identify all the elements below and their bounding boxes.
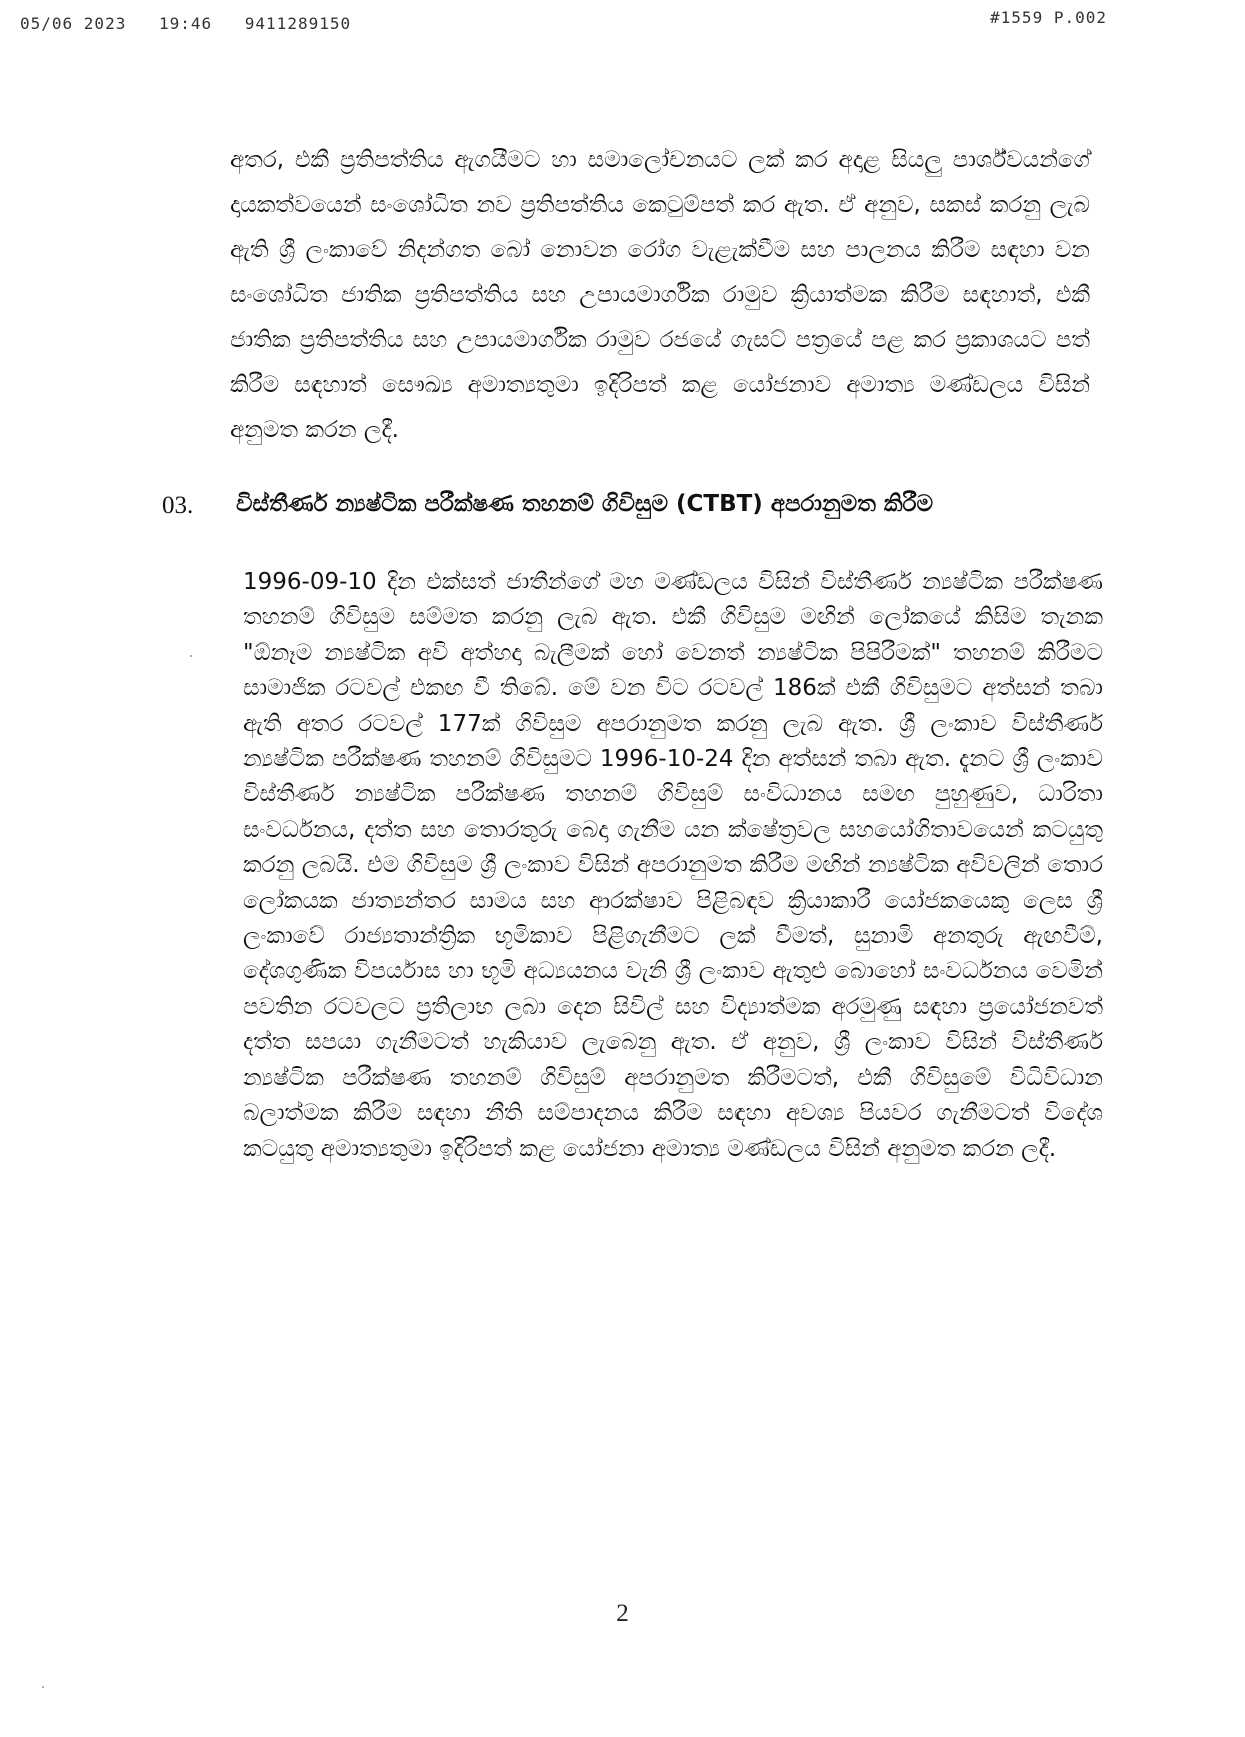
fax-transmission-info xyxy=(20,14,373,33)
fax-time: 19:46 xyxy=(158,14,213,33)
fax-number: 9411289150 xyxy=(244,14,352,33)
fax-header xyxy=(20,8,1225,34)
section-number: 03. xyxy=(162,492,194,519)
scan-speck xyxy=(190,655,192,657)
fax-date: 05/06 2023 xyxy=(20,14,127,33)
page-number: 2 xyxy=(616,1600,629,1627)
fax-page-reference: #1559 P.002 xyxy=(990,8,1107,27)
scan-speck xyxy=(42,1686,44,1688)
section-heading: විස්තීර්ණ න්‍යෂ්ටික පරීක්ෂණ තහනම් ගිවිසුම (CTBT) අපරානුමත කිරීම xyxy=(236,491,934,517)
section-body-paragraph: 1996-09-10 දින එක්සත් ජාතීන්ගේ මහ මණ්ඩලය විසින් විස්තීර්ණ න්‍යෂ්ටික පරීක්ෂණ තහනම් ගිවිසුම සම්මත කරනු ලැබ ඇත. එකී ගිවිසුම මඟින් ලෝකයේ කිසිම තැනක "ඕනෑම න්‍යෂ්ටික අවි අත්හදා බැලීමක් හෝ වෙනත් න්‍යෂ්ටික පිපිරීමක්" තහනම් කිරීමට සාමාජික රටවල් එකඟ වී තිබේ. මේ වන විට රටවල් 186ක් එකී ගිවිසුමට අත්සන් තබා ඇති අතර රටවල් 177ක් ගිවිසුම අපරානුමත කරනු ලැබ ඇත. ශ්‍රී ලංකාව විස්තීර්ණ න්‍යෂ්ටික පරීක්ෂණ තහනම් ගිවිසුමට 1996-10-24 දින අත්සන් තබා ඇත. දැනට ශ්‍රී ලංකාව විස්තීර්ණ න්‍යෂ්ටික පරීක්ෂණ තහනම් ගිවිසුම් සංවිධානය සමඟ පුහුණුව, ධාරිතා සංවර්ධනය, දත්ත සහ තොරතුරු බෙදා ගැනීම යන ක්ෂේත්‍රවල සහයෝගිතාවයෙන් කටයුතු කරනු ලබයි. එම ගිවිසුම ශ්‍රී ලංකාව විසින් අපරානුමත කිරීම මඟින් න්‍යෂ්ටික අවිවලින් තොර ලෝකයක ජාත්‍යන්තර සාමය සහ ආරක්ෂාව පිළිබඳව ක්‍රියාකාරී යෝජකයෙකු ලෙස ශ්‍රී ලංකාවේ රාජ්‍යතාන්ත්‍රික භූමිකාව පිළිගැනීමට ලක් වීමත්, සුනාමි අනතුරු ඇඟවීම්, දේශගුණික විපර්යාස හා භූමි අධ්‍යයනය වැනි ශ්‍රී ලංකාව ඇතුළු බොහෝ සංවර්ධනය වෙමින් පවතින රටවලට ප්‍රතිලාභ ලබා දෙන සිවිල් සහ විද්‍යාත්මක අරමුණු සඳහා ප්‍රයෝජනවත් දත්ත සපයා ගැනීමටත් හැකියාව ලැබෙනු ඇත. ඒ අනුව, ශ්‍රී ලංකාව විසින් විස්තීර්ණ න්‍යෂ්ටික පරීක්ෂණ තහනම් ගිවිසුම් අපරානුමත කිරීමටත්, එකී ගිවිසුමේ විධිවිධාන බලාත්මක කිරීම සඳහා නීති සම්පාදනය කිරීම සඳහා අවශ්‍ය පියවර ගැනීමටත් විදේශ කටයුතු අමාත්‍යතුමා ඉදිරිපත් කළ යෝජනා අමාත්‍ය මණ්ඩලය විසින් අනුමත කරන ලදී. xyxy=(243,569,1103,1162)
continued-paragraph: අතර, එකී ප්‍රතිපත්තිය ඇගයීමට හා සමාලෝචනයට ලක් කර අදාළ සියලු පාර්ශ්වයන්ගේ දායකත්වයෙන් සංශෝධිත නව ප්‍රතිපත්තිය කෙටුම්පත් කර ඇත. ඒ අනුව, සකස් කරනු ලැබ ඇති ශ්‍රී ලංකාවේ නිදන්ගත බෝ නොවන රෝග වැළැක්වීම සහ පාලනය කිරීම සඳහා වන සංශෝධිත ජාතික ප්‍රතිපත්තිය සහ උපායමාර්ගික රාමුව ක්‍රියාත්මක කිරීම සඳහාත්, එකී ජාතික ප්‍රතිපත්තිය සහ උපායමාර්ගික රාමුව රජයේ ගැසට් පත්‍රයේ පළ කර ප්‍රකාශයට පත් කිරීම සඳහාත් සෞඛ්‍ය අමාත්‍යතුමා ඉදිරිපත් කළ යෝජනාව අමාත්‍ය මණ්ඩලය විසින් අනුමත කරන ලදී. xyxy=(230,147,1090,443)
